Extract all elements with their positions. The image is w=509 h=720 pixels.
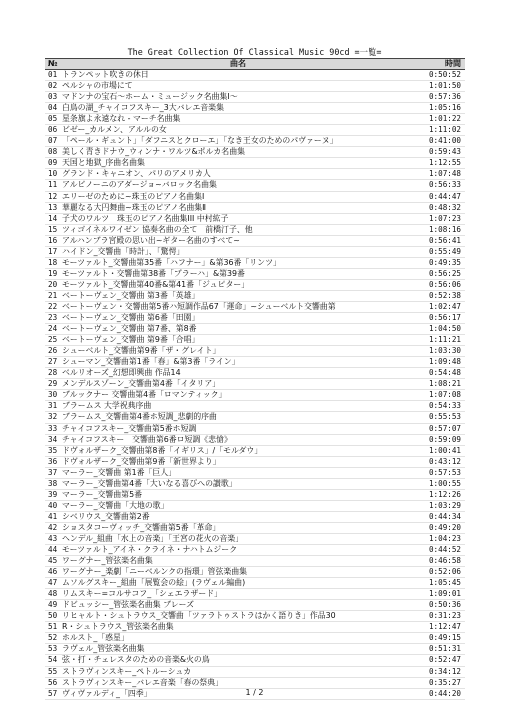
table-row: [45, 423, 465, 434]
track-time: 1:11:02: [417, 125, 465, 136]
track-title: ベートーヴェン・交響曲第5番ハ短調作品67「運命」~シューベルト交響曲第: [59, 301, 417, 312]
track-title: シベリウス_交響曲第2番: [59, 511, 417, 522]
table-row: [45, 556, 465, 567]
track-time: 0:34:12: [417, 666, 465, 677]
table-row: [45, 434, 465, 445]
track-time: 0:56:41: [417, 235, 465, 246]
table-row: [45, 224, 465, 235]
track-title: ハイドン_交響曲「時計」、「驚愕」: [59, 246, 417, 257]
table-row: [45, 290, 465, 301]
track-number: 28: [45, 368, 59, 379]
header-number: №: [45, 59, 59, 70]
track-number: 04: [45, 103, 59, 114]
table-row: [45, 180, 465, 191]
track-number: 26: [45, 346, 59, 357]
table-row: [45, 136, 465, 147]
track-number: 07: [45, 136, 59, 147]
track-number: 56: [45, 677, 59, 688]
track-time: 0:56:17: [417, 313, 465, 324]
track-number: 44: [45, 545, 59, 556]
track-time: 0:54:33: [417, 401, 465, 412]
track-number: 05: [45, 114, 59, 125]
track-number: 19: [45, 268, 59, 279]
track-time: 1:00:41: [417, 445, 465, 456]
table-row: [45, 445, 465, 456]
track-title: 華麗なる大円舞曲~珠玉のピアノ名曲集Ⅱ: [59, 202, 417, 213]
document-title: The Great Collection Of Classical Music 90cd =一覧=: [127, 47, 382, 57]
track-time: 0:56:33: [417, 180, 465, 191]
track-title: マーラー_交響曲「大地の歌」: [59, 500, 417, 511]
table-row: [45, 246, 465, 257]
track-number: 41: [45, 511, 59, 522]
table-row: [45, 545, 465, 556]
track-number: 27: [45, 357, 59, 368]
track-number: 40: [45, 500, 59, 511]
track-time: 1:03:30: [417, 346, 465, 357]
track-time: 1:07:48: [417, 169, 465, 180]
table-row: [45, 257, 465, 268]
track-number: 37: [45, 467, 59, 478]
track-time: 0:52:47: [417, 655, 465, 666]
track-number: 36: [45, 456, 59, 467]
table-row: [45, 191, 465, 202]
track-title: ベートーヴェン_交響曲 第7番、第8番: [59, 324, 417, 335]
track-title: ベルリオーズ_幻想即興曲 作品14: [59, 368, 417, 379]
track-time: 1:12:55: [417, 158, 465, 169]
track-number: 49: [45, 600, 59, 611]
track-number: 01: [45, 70, 59, 81]
track-time: 1:04:50: [417, 324, 465, 335]
track-title: ドビュッシー_管弦楽名曲集 ブレーズ: [59, 600, 417, 611]
track-number: 57: [45, 688, 59, 699]
track-time: 0:44:52: [417, 545, 465, 556]
track-title: アルビノーニのアダージョ~バロック名曲集: [59, 180, 417, 191]
track-number: 20: [45, 279, 59, 290]
track-time: 0:52:06: [417, 567, 465, 578]
track-time: 1:01:22: [417, 114, 465, 125]
track-time: 0:55:49: [417, 246, 465, 257]
track-time: 0:43:12: [417, 456, 465, 467]
track-number: 46: [45, 567, 59, 578]
track-time: 0:41:00: [417, 136, 465, 147]
table-row: [45, 169, 465, 180]
track-number: 16: [45, 235, 59, 246]
track-title: ドヴォルザーク_交響曲第8番「イギリス」/「モルダウ」: [59, 445, 417, 456]
table-row: [45, 158, 465, 169]
track-title: ビゼー_カルメン、アルルの女: [59, 125, 417, 136]
table-row: [45, 655, 465, 666]
table-row: [45, 600, 465, 611]
track-title: モーツァルト_交響曲第35番「ハフナー」&第36番「リンツ」: [59, 257, 417, 268]
track-title: シューマン_交響曲第1番「春」&第3番「ライン」: [59, 357, 417, 368]
track-time: 0:52:38: [417, 290, 465, 301]
track-number: 24: [45, 324, 59, 335]
track-time: 0:56:06: [417, 279, 465, 290]
table-row: [45, 335, 465, 346]
track-number: 42: [45, 522, 59, 533]
track-number: 29: [45, 379, 59, 390]
track-time: 0:51:31: [417, 644, 465, 655]
track-title: ブルックナー 交響曲第4番「ロマンティック」: [59, 390, 417, 401]
track-time: 1:07:23: [417, 213, 465, 224]
track-time: 0:55:53: [417, 412, 465, 423]
track-title: ドヴォルザーク_交響曲第9番「新世界より」: [59, 456, 417, 467]
track-table: [45, 58, 465, 700]
table-row: [45, 644, 465, 655]
track-title: ブラームス_交響曲第4番ホ短調_悲劇的序曲: [59, 412, 417, 423]
track-number: 34: [45, 434, 59, 445]
track-title: チャイコフスキー 交響曲第6番ロ短調《悲愴》: [59, 434, 417, 445]
track-title: ベートーヴェン_交響曲 第3番「英雄」: [59, 290, 417, 301]
track-number: 13: [45, 202, 59, 213]
table-row: [45, 412, 465, 423]
track-number: 11: [45, 180, 59, 191]
header-time: 時間: [417, 59, 465, 70]
track-time: 0:57:53: [417, 467, 465, 478]
track-time: 0:44:47: [417, 191, 465, 202]
track-time: 0:57:36: [417, 92, 465, 103]
track-time: 1:11:21: [417, 335, 465, 346]
table-row: [45, 114, 465, 125]
table-row: [45, 533, 465, 544]
track-number: 43: [45, 533, 59, 544]
table-header-row: [45, 59, 465, 70]
track-time: 0:44:34: [417, 511, 465, 522]
track-time: 0:49:35: [417, 257, 465, 268]
track-number: 39: [45, 489, 59, 500]
table-row: [45, 390, 465, 401]
track-time: 1:07:08: [417, 390, 465, 401]
track-title: メンデルスゾーン_交響曲第4番「イタリア」: [59, 379, 417, 390]
track-number: 47: [45, 578, 59, 589]
track-time: 1:12:26: [417, 489, 465, 500]
table-row: [45, 489, 465, 500]
table-row: [45, 677, 465, 688]
track-title: ストラヴィンスキー_バレエ音楽「春の祭典」: [59, 677, 417, 688]
track-time: 0:59:43: [417, 147, 465, 158]
table-row: [45, 522, 465, 533]
track-title: マドンナの宝石～ホーム・ミュージック名曲集Ⅰ～: [59, 92, 417, 103]
track-title: 白鳥の湖_チャイコフスキー_3大バレエ音楽集: [59, 103, 417, 114]
table-row: [45, 301, 465, 312]
track-title: モーツァルト_アイネ・クライネ・ナハトムジーク: [59, 545, 417, 556]
track-number: 48: [45, 589, 59, 600]
track-title: シューベルト_交響曲第9番「ザ・グレイト」: [59, 346, 417, 357]
track-number: 09: [45, 158, 59, 169]
track-title: ツィゴイネルワイゼン 協奏名曲の全て 前橋汀子、他: [59, 224, 417, 235]
table-row: [45, 70, 465, 81]
track-time: 0:57:07: [417, 423, 465, 434]
track-number: 54: [45, 655, 59, 666]
table-row: [45, 401, 465, 412]
track-number: 15: [45, 224, 59, 235]
table-row: [45, 92, 465, 103]
track-title: ベートーヴェン_交響曲 第9番「合唱」: [59, 335, 417, 346]
track-title: ショスタコーヴィッチ_交響曲第5番「革命」: [59, 522, 417, 533]
track-number: 10: [45, 169, 59, 180]
track-title: R・シュトラウス_管弦楽名曲集: [59, 622, 417, 633]
track-time: 1:09:01: [417, 589, 465, 600]
track-title: 「ペール・ギュント」「ダフニスとクローエ」「なき王女のためのパヴァーヌ」: [59, 136, 417, 147]
track-time: 1:12:47: [417, 622, 465, 633]
track-title: マーラー_交響曲第4番「大いなる喜びへの讃歌」: [59, 478, 417, 489]
track-number: 38: [45, 478, 59, 489]
track-title: ベートーヴェン_交響曲 第6番「田園」: [59, 313, 417, 324]
track-number: 14: [45, 213, 59, 224]
track-number: 08: [45, 147, 59, 158]
track-number: 53: [45, 644, 59, 655]
track-title: ワーグナー_管弦楽名曲集: [59, 556, 417, 567]
track-number: 06: [45, 125, 59, 136]
track-number: 31: [45, 401, 59, 412]
table-row: [45, 456, 465, 467]
table-row: [45, 268, 465, 279]
track-time: 0:56:25: [417, 268, 465, 279]
track-number: 32: [45, 412, 59, 423]
track-title: 弦・打・チェレスタのための音楽&火の鳥: [59, 655, 417, 666]
table-row: [45, 633, 465, 644]
table-row: [45, 202, 465, 213]
table-row: [45, 379, 465, 390]
track-number: 23: [45, 313, 59, 324]
track-time: 0:35:27: [417, 677, 465, 688]
track-time: 1:05:45: [417, 578, 465, 589]
table-row: [45, 567, 465, 578]
track-time: 1:08:21: [417, 379, 465, 390]
track-time: 1:05:16: [417, 103, 465, 114]
track-title: ストラヴィンスキー_ペトルーシュカ: [59, 666, 417, 677]
track-title: ムソルグスキー_組曲「展覧会の絵」(ラヴェル編曲): [59, 578, 417, 589]
track-title: ホルスト_「惑星」: [59, 633, 417, 644]
track-title: アルハンブラ宮殿の思い出~ギター名曲のすべて~: [59, 235, 417, 246]
table-row: [45, 313, 465, 324]
track-title: 天国と地獄_序曲名曲集: [59, 158, 417, 169]
track-number: 30: [45, 390, 59, 401]
track-title: モーツァルト・交響曲第38番「プラーハ」&第39番: [59, 268, 417, 279]
track-number: 21: [45, 290, 59, 301]
table-row: [45, 611, 465, 622]
table-row: [45, 622, 465, 633]
track-number: 03: [45, 92, 59, 103]
track-time: 1:08:16: [417, 224, 465, 235]
track-number: 25: [45, 335, 59, 346]
table-row: [45, 368, 465, 379]
table-row: [45, 213, 465, 224]
track-title: リムスキー=コルサコフ_「シェエラザード」: [59, 589, 417, 600]
track-title: ペルシャの市場にて: [59, 81, 417, 92]
track-number: 33: [45, 423, 59, 434]
table-row: [45, 81, 465, 92]
track-title: 美しく青きドナウ_ウィンナ・ワルツ&ポルカ名曲集: [59, 147, 417, 158]
table-row: [45, 147, 465, 158]
track-title: 星条旗よ永遠なれ - マーチ名曲集: [59, 114, 417, 125]
header-title: 曲名: [59, 59, 417, 70]
track-number: 17: [45, 246, 59, 257]
track-title: リヒャルト・シュトラウス_交響曲「ツァラトゥストラはかく語りき」作品30: [59, 611, 417, 622]
track-title: チャイコフスキー_交響曲第5番ホ短調: [59, 423, 417, 434]
table-row: [45, 103, 465, 114]
track-time: 0:59:09: [417, 434, 465, 445]
track-time: 0:31:23: [417, 611, 465, 622]
table-row: [45, 235, 465, 246]
track-number: 55: [45, 666, 59, 677]
track-time: 0:46:58: [417, 556, 465, 567]
track-title: 子犬のワルツ 珠玉のピアノ名曲集III 中村紘子: [59, 213, 417, 224]
track-time: 0:44:20: [417, 688, 465, 699]
track-title: ヘンデル_組曲「水上の音楽」「王宮の花火の音楽」: [59, 533, 417, 544]
track-title: ブラームス 大学祝典序曲: [59, 401, 417, 412]
table-row: [45, 324, 465, 335]
table-row: [45, 666, 465, 677]
track-title: ラヴェル_管弦楽名曲集: [59, 644, 417, 655]
track-number: 35: [45, 445, 59, 456]
table-row: [45, 578, 465, 589]
track-title: グランド・キャニオン、パリのアメリカ人: [59, 169, 417, 180]
track-number: 50: [45, 611, 59, 622]
track-number: 22: [45, 301, 59, 312]
track-title: エリーゼのために~珠玉のピアノ名曲集Ⅰ: [59, 191, 417, 202]
track-time: 1:02:47: [417, 301, 465, 312]
track-time: 0:50:36: [417, 600, 465, 611]
table-row: [45, 346, 465, 357]
track-title: マーラー_交響曲 第1番「巨人」: [59, 467, 417, 478]
track-time: 1:03:29: [417, 500, 465, 511]
table-row: [45, 357, 465, 368]
table-row: [45, 500, 465, 511]
track-number: 12: [45, 191, 59, 202]
track-title: トランペット吹きの休日: [59, 70, 417, 81]
track-time: 0:50:52: [417, 70, 465, 81]
track-number: 52: [45, 633, 59, 644]
track-title: ヴィヴァルディ_「四季」: [59, 688, 417, 699]
page-number: 1 / 2: [245, 688, 264, 697]
track-time: 0:49:15: [417, 633, 465, 644]
track-time: 1:04:23: [417, 533, 465, 544]
table-row: [45, 478, 465, 489]
track-number: 45: [45, 556, 59, 567]
track-time: 0:49:20: [417, 522, 465, 533]
track-title: ワーグナー_楽劇「ニーベルンクの指環」管弦楽曲集: [59, 567, 417, 578]
track-title: モーツァルト_交響曲第40番&第41番「ジュピター」: [59, 279, 417, 290]
table-row: [45, 125, 465, 136]
track-time: 1:00:55: [417, 478, 465, 489]
track-number: 02: [45, 81, 59, 92]
track-time: 0:48:32: [417, 202, 465, 213]
table-row: [45, 589, 465, 600]
track-number: 51: [45, 622, 59, 633]
track-time: 0:54:48: [417, 368, 465, 379]
track-title: マーラー_交響曲第5番: [59, 489, 417, 500]
table-body: [45, 70, 465, 700]
track-time: 1:01:50: [417, 81, 465, 92]
table-row: [45, 279, 465, 290]
table-row: [45, 467, 465, 478]
track-number: 18: [45, 257, 59, 268]
table-row: [45, 511, 465, 522]
track-time: 1:09:48: [417, 357, 465, 368]
